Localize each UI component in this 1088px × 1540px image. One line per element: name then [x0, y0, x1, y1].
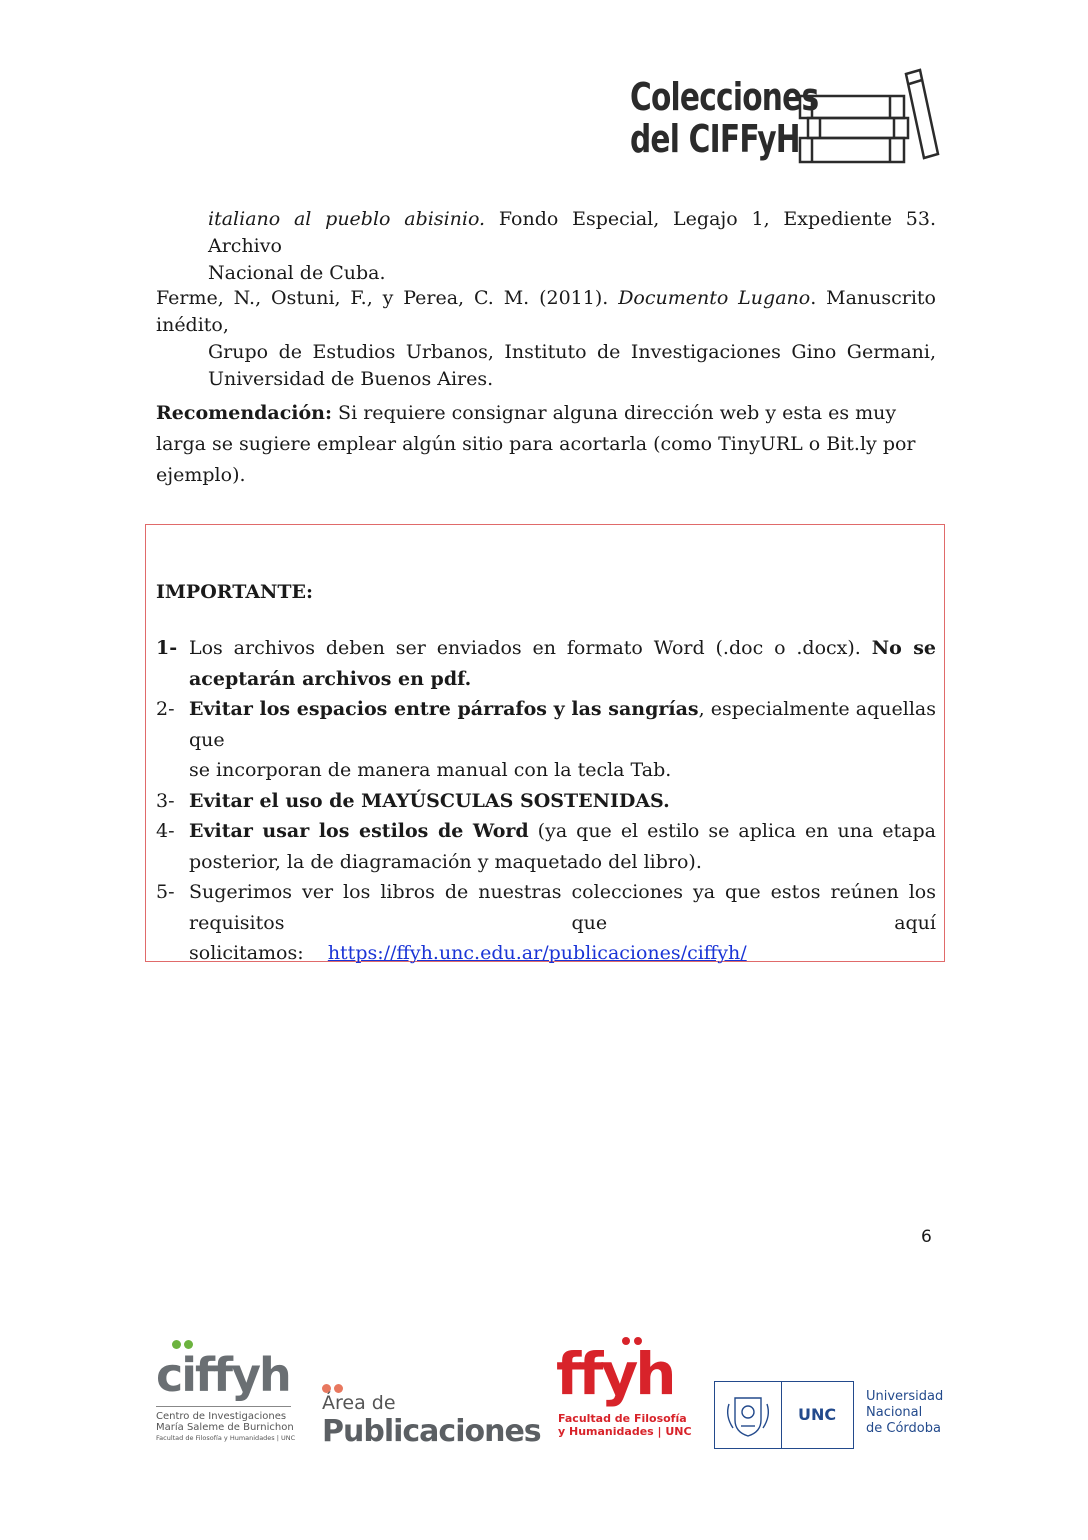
list-line: posterior, la de diagramación y maquetado del libro). — [189, 850, 702, 873]
recommendation-paragraph — [156, 398, 946, 491]
list-item — [156, 816, 936, 877]
requirements-list — [156, 633, 936, 969]
list-text: requisitos que aquí solicitamos: — [189, 911, 936, 964]
logo-line-1: Colecciones — [630, 75, 819, 119]
unc-abbr: UNC — [798, 1405, 837, 1424]
unc-name-line: Nacional — [866, 1405, 923, 1420]
list-item — [156, 877, 936, 969]
unc-logo — [714, 1381, 944, 1453]
ciffyh-logo — [156, 1334, 296, 1454]
reference-entry-1 — [156, 206, 936, 287]
list-text: (ya que el estilo se aplica en una etapa — [528, 820, 936, 842]
area-line-1: Área de — [322, 1392, 396, 1414]
list-number: 4- — [156, 820, 175, 842]
ffyh-subtitle — [558, 1412, 692, 1438]
page-number: 6 — [921, 1227, 932, 1247]
list-bold-text: Evitar el uso de MAYÚSCULAS SOSTENIDAS. — [189, 789, 670, 812]
colecciones-ciffyh-logo — [630, 68, 940, 168]
list-number: 5- — [156, 881, 175, 903]
list-item — [156, 633, 936, 694]
ciffyh-sub-line: Centro de Investigaciones — [156, 1411, 287, 1422]
list-item — [156, 786, 936, 817]
unc-abbr-box — [782, 1381, 854, 1449]
list-number: 3- — [156, 789, 175, 812]
list-bold-text: No se — [871, 637, 936, 659]
list-line — [189, 664, 936, 695]
list-bold-text: Evitar los espacios entre párrafos y las sangrías — [189, 698, 699, 720]
reference-line — [156, 206, 936, 260]
list-number: 1- — [156, 637, 178, 659]
recommendation-text: Si requiere consignar alguna dirección web y esta es muy larga se sugiere emplear algún sitio para acortarla (como TinyURL o Bit.ly por ejemplo). — [156, 402, 916, 486]
unc-seal-icon — [714, 1381, 782, 1449]
reference-line: Nacional de Cuba. — [208, 262, 386, 284]
logo-text — [630, 76, 818, 160]
list-line: se incorporan de manera manual con la tecla Tab. — [189, 759, 672, 781]
list-line — [189, 633, 936, 664]
logo-line-2: del CIFFyH — [630, 117, 800, 161]
list-text: Los archivos deben ser enviados en formato Word (.doc o .docx). — [189, 637, 872, 659]
reference-text: Ferme, N., Ostuni, F., y Perea, C. M. (2011). — [156, 287, 619, 309]
area-publicaciones-logo — [322, 1378, 542, 1458]
reference-line: Universidad de Buenos Aires. — [208, 368, 494, 390]
unc-name-line: Universidad — [866, 1389, 944, 1404]
reference-italic-title: Documento Lugano — [618, 287, 811, 309]
list-line: Sugerimos ver los libros de nuestras colecciones ya que estos reúnen los — [189, 881, 936, 903]
ffyh-sub-line: Facultad de Filosofía — [558, 1412, 687, 1425]
list-text: , especialmente aquellas que — [189, 698, 936, 751]
unc-name — [866, 1389, 943, 1437]
list-line — [189, 786, 936, 817]
ffyh-sub-line: y Humanidades | UNC — [558, 1425, 692, 1438]
list-line — [189, 816, 936, 847]
recommendation-label: Recomendación: — [156, 402, 333, 424]
reference-entry-2 — [156, 285, 936, 393]
list-item — [156, 694, 936, 786]
ffyh-logo — [556, 1330, 692, 1460]
ciffyh-sub-line: Facultad de Filosofía y Humanidades | UNC — [156, 1434, 296, 1442]
list-bold-text: Evitar usar los estilos de Word — [189, 820, 529, 842]
reference-text: . Manuscrito inédito, — [156, 287, 936, 336]
area-line-2: Publicaciones — [322, 1414, 541, 1449]
important-title: IMPORTANTE: — [156, 581, 314, 603]
list-bold-text: aceptarán archivos en pdf. — [189, 667, 472, 690]
books-stack-icon — [798, 68, 940, 168]
collections-link[interactable]: https://ffyh.unc.edu.ar/publicaciones/ciffyh/ — [327, 942, 747, 964]
ffyh-wordmark: ffyh — [556, 1340, 674, 1408]
ciffyh-wordmark: ciffyh — [156, 1348, 290, 1402]
list-line — [189, 908, 936, 969]
reference-line — [156, 285, 936, 339]
divider — [156, 1406, 291, 1407]
list-line — [189, 694, 936, 755]
unc-name-line: de Córdoba — [866, 1421, 941, 1436]
ciffyh-subtitle — [156, 1411, 295, 1444]
reference-text: Fondo Especial, Legajo 1, Expediente 53. Archivo — [208, 208, 936, 257]
reference-italic-title: italiano al pueblo abisinio. — [208, 208, 486, 230]
ciffyh-sub-line: María Saleme de Burnichon — [156, 1422, 294, 1433]
reference-line: Grupo de Estudios Urbanos, Instituto de Investigaciones Gino Germani, — [208, 341, 936, 363]
list-number: 2- — [156, 698, 175, 720]
